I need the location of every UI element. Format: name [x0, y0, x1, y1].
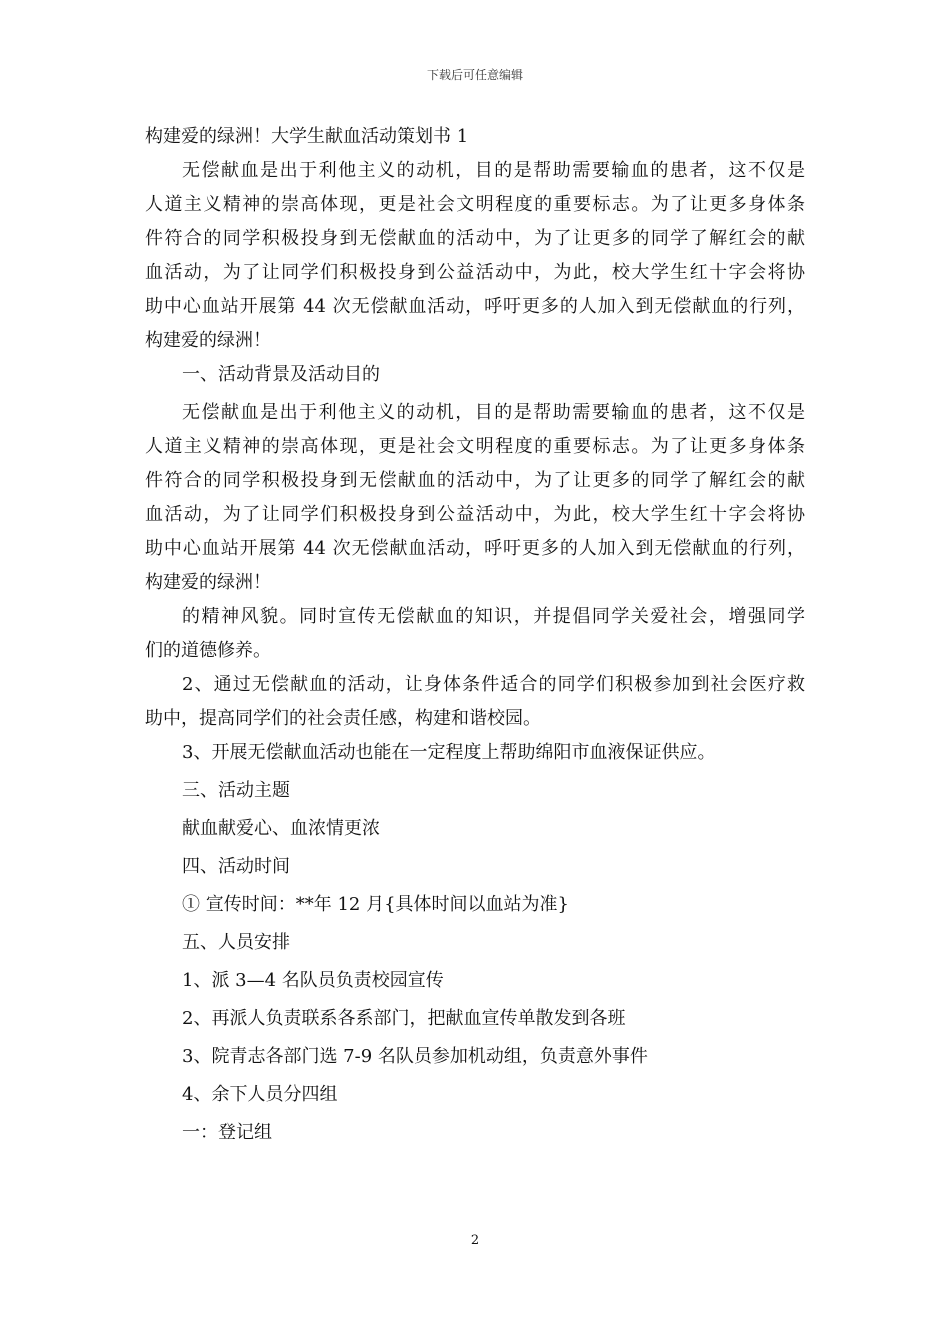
paragraph-line: 构建爱的绿洲！ [145, 572, 271, 593]
paragraph-line: 人道主义精神的崇高体现，更是社会文明程度的重要标志。为了让更多身体条 [145, 436, 805, 457]
time-text: ① 宣传时间：**年 12 月{具体时间以血站为准} [182, 894, 569, 915]
section-heading-time: 四、活动时间 [182, 856, 290, 877]
paragraph-line: 血活动，为了让同学们积极投身到公益活动中，为此，校大学生红十字会将协 [145, 262, 805, 283]
paragraph-goal-3: 3、开展无偿献血活动也能在一定程度上帮助绵阳市血液保证供应。 [182, 742, 716, 763]
section-heading-theme: 三、活动主题 [182, 780, 290, 801]
page-header: 下载后可任意编辑 [426, 68, 523, 82]
paragraph-line: 助中心血站开展第 44 次无偿献血活动，呼吁更多的人加入到无偿献血的行列， [145, 538, 805, 559]
paragraph-line: 构建爱的绿洲！ [145, 330, 271, 351]
paragraph-line: 助中心血站开展第 44 次无偿献血活动，呼吁更多的人加入到无偿献血的行列， [145, 296, 805, 317]
paragraph-line: 的精神风貌。同时宣传无偿献血的知识，并提倡同学关爱社会，增强同学 [182, 606, 805, 627]
paragraph-line: 人道主义精神的崇高体现，更是社会文明程度的重要标志。为了让更多身体条 [145, 194, 805, 215]
paragraph-line: 助中，提高同学们的社会责任感，构建和谐校园。 [145, 708, 541, 729]
list-item: 2、再派人负责联系各系部门，把献血宣传单散发到各班 [182, 1008, 626, 1029]
paragraph-line: 件符合的同学积极投身到无偿献血的活动中，为了让更多的同学了解红会的献 [145, 228, 805, 249]
document-body [145, 120, 805, 1154]
paragraph-line: 件符合的同学积极投身到无偿献血的活动中，为了让更多的同学了解红会的献 [145, 470, 805, 491]
paragraph-background [145, 396, 805, 600]
paragraph-line: 无偿献血是出于利他主义的动机，目的是帮助需要输血的患者，这不仅是 [182, 402, 805, 423]
paragraph-intro [145, 154, 805, 358]
paragraph-spirit [145, 600, 805, 668]
list-item: 一：登记组 [182, 1122, 272, 1143]
paragraph-line: 无偿献血是出于利他主义的动机，目的是帮助需要输血的患者，这不仅是 [182, 160, 805, 181]
document-title: 构建爱的绿洲！大学生献血活动策划书 1 [145, 126, 469, 147]
list-item: 1、派 3—4 名队员负责校园宣传 [182, 970, 444, 991]
theme-text: 献血献爱心、血浓情更浓 [182, 818, 380, 839]
paragraph-line: 血活动，为了让同学们积极投身到公益活动中，为此，校大学生红十字会将协 [145, 504, 805, 525]
list-item: 3、院青志各部门选 7-9 名队员参加机动组，负责意外事件 [182, 1046, 648, 1067]
paragraph-line: 2、通过无偿献血的活动，让身体条件适合的同学们积极参加到社会医疗救 [182, 674, 805, 695]
staff-list [145, 964, 805, 1150]
page-number: 2 [470, 1233, 480, 1248]
list-item: 4、余下人员分四组 [182, 1084, 338, 1105]
paragraph-line: 们的道德修养。 [145, 640, 271, 661]
section-heading-background: 一、活动背景及活动目的 [182, 364, 380, 385]
section-heading-staff: 五、人员安排 [182, 932, 290, 953]
paragraph-goal-2 [145, 668, 805, 736]
